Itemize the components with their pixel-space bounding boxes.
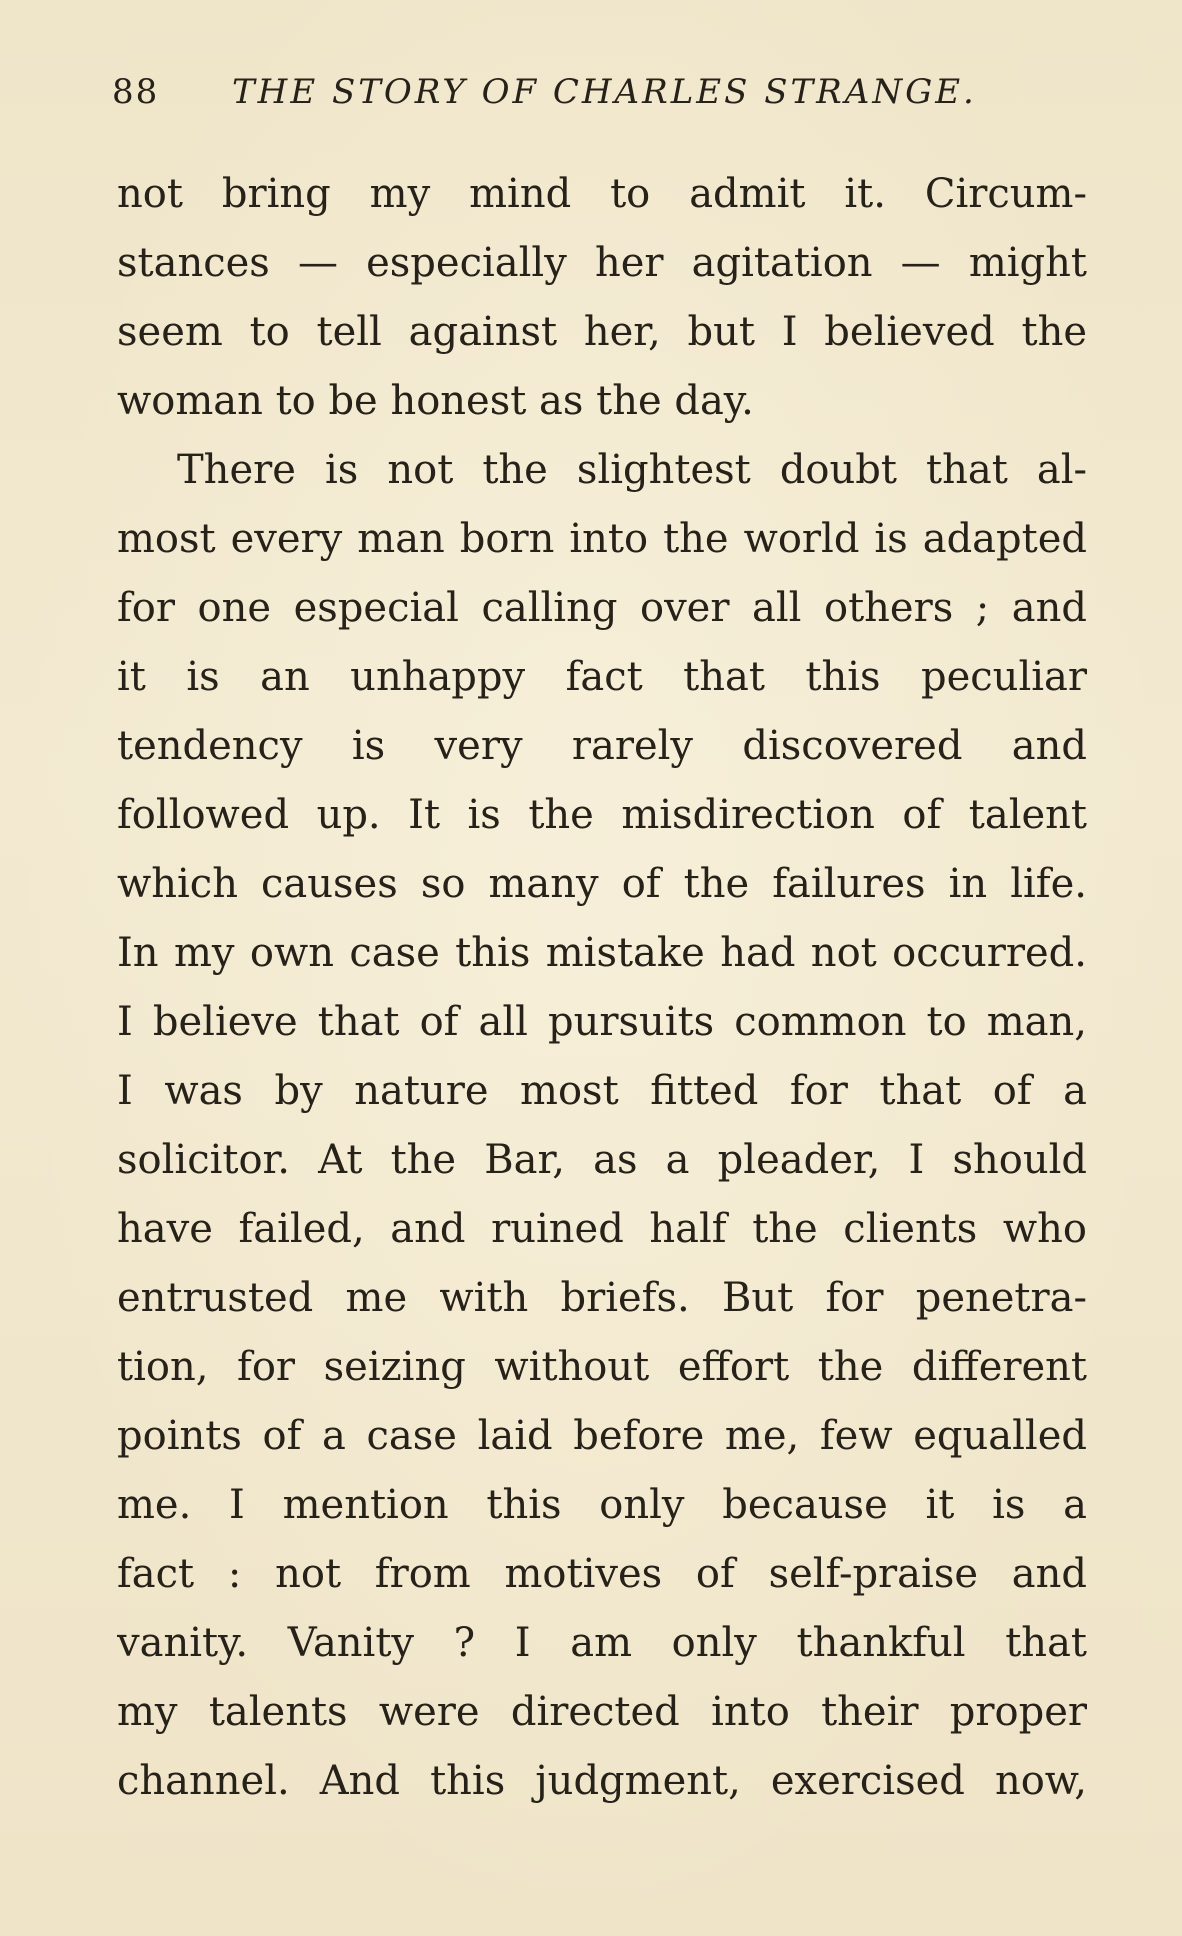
text-line: tendency is very rarely discovered and (117, 723, 1087, 769)
running-head (112, 72, 1092, 122)
text-line: for one especial calling over all others ; and (117, 585, 1087, 631)
text-line: it is an unhappy fact that this peculiar (117, 654, 1087, 700)
text-line: followed up. It is the misdirection of talent (117, 792, 1087, 838)
text-line: my talents were directed into their proper (117, 1689, 1087, 1735)
text-line: have failed, and ruined half the clients who (117, 1206, 1087, 1252)
text-line: points of a case laid before me, few equalled (117, 1413, 1087, 1459)
text-line: I was by nature most fitted for that of a (117, 1068, 1087, 1114)
paragraph-end-line: woman to be honest as the day. (117, 378, 754, 424)
text-line: vanity. Vanity ? I am only thankful that (117, 1620, 1087, 1666)
paragraph-start-line: There is not the slightest doubt that al- (177, 447, 1087, 493)
page-number: 88 (112, 72, 160, 112)
text-line: not bring my mind to admit it. Circum- (117, 171, 1087, 217)
running-title: THE STORY OF CHARLES STRANGE. (232, 72, 977, 112)
text-line: I believe that of all pursuits common to man, (117, 999, 1087, 1045)
text-line: fact : not from motives of self-praise and (117, 1551, 1087, 1597)
text-line: channel. And this judgment, exercised now, (117, 1758, 1087, 1804)
text-line: stances — especially her agitation — might (117, 240, 1087, 286)
text-line: solicitor. At the Bar, as a pleader, I should (117, 1137, 1087, 1183)
text-line: which causes so many of the failures in life. (117, 861, 1087, 907)
text-line: me. I mention this only because it is a (117, 1482, 1087, 1528)
text-line: seem to tell against her, but I believed the (117, 309, 1087, 355)
text-line: In my own case this mistake had not occurred. (117, 930, 1087, 976)
text-line: tion, for seizing without effort the different (117, 1344, 1087, 1390)
body-text (117, 160, 1087, 1816)
text-line: entrusted me with briefs. But for penetra- (117, 1275, 1087, 1321)
text-line: most every man born into the world is adapted (117, 516, 1087, 562)
